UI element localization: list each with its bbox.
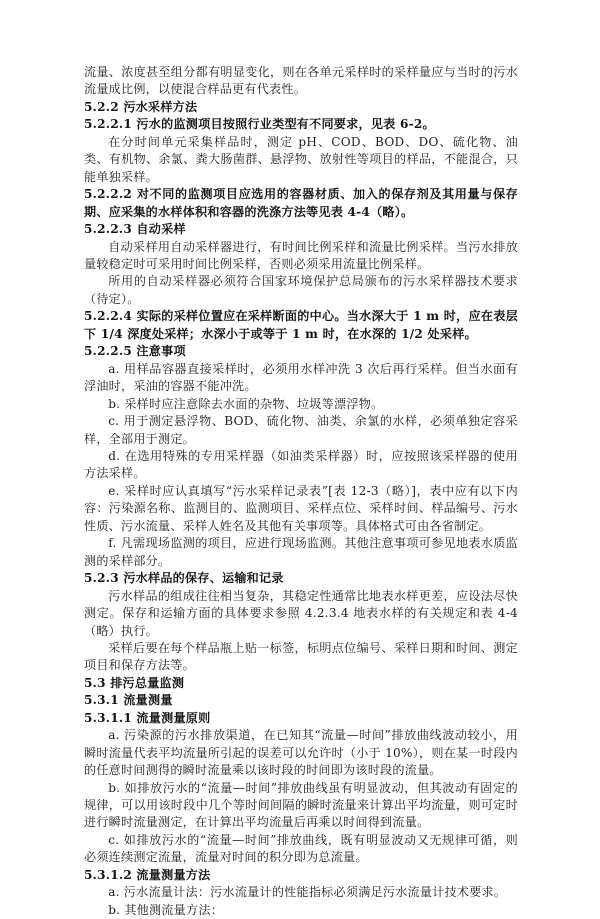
heading-5-2-2: 5.2.2 污水采样方法 [84,99,198,114]
document-text-body [84,64,518,919]
list-item-f-onsite-monitoring: f. 凡需现场监测的项目，应进行现场监测。其他注意事项可参见地表水质监测的采样部分。 [84,536,518,568]
list-item-a-flowmeter-method: a. 污水流量计法：污水流量计的性能指标必须满足污水流量计技术要求。 [108,885,507,900]
heading-5-2-3: 5.2.3 污水样品的保存、运输和记录 [84,571,284,586]
list-item-e-record-form: e. 采样时应认真填写“污水采样记录表”[表 12-3（略）]，表中应有以下内容：污染源名称、监测目的、监测项目、采样点位、采样时间、样品编号、污水性质、污水流量、采样人姓名及其他有关事项等。具体格式可由各省制定。 [84,483,518,533]
list-item-b-other-methods: b. 其他测流量方法： [108,902,224,917]
heading-5-2-2-3: 5.2.2.3 自动采样 [84,222,186,237]
list-item-b-regular-fluctuation: b. 如排放污水的“流量—时间”排放曲线虽有明显波动，但其波动有固定的规律，可以用该时段中几个等时间间隔的瞬时流量来计算出平均流量，则可定时进行瞬时流量测定，在计算出平均流量后再乘以时间得到流量。 [84,780,518,830]
heading-5-3: 5.3 排污总量监测 [84,675,185,690]
paragraph-time-unit-sampling: 在分时间单元采集样品时，测定 pH、COD、BOD、DO、硫化物、油类、有机物、余氯、粪大肠菌群、悬浮物、放射性等项目的样品，不能混合，只能单独采样。 [84,134,518,184]
list-item-a-container-rinse: a. 用样品容器直接采样时，必须用水样冲洗 3 次后再行采样。但当水面有浮油时，采油的容器不能冲洗。 [84,361,518,394]
heading-5-2-2-1: 5.2.2.1 污水的监测项目按照行业类型有不同要求，见表 6-2。 [84,117,435,132]
paragraph-auto-sampler-usage: 自动采样用自动采样器进行，有时间比例采样和流量比例采样。当污水排放量较稳定时可采用时间比例采样，否则必须采用流量比例采样。 [84,239,518,271]
heading-5-3-1: 5.3.1 流量测量 [84,693,173,708]
list-item-c-irregular-fluctuation: c. 如排放污水的“流量—时间”排放曲线，既有明显波动又无规律可循，则必须连续测定流量，流量对时间的积分即为总流量。 [84,832,518,865]
list-item-b-remove-debris: b. 采样时应注意除去水面的杂物、垃圾等漂浮物。 [108,396,384,411]
heading-5-3-1-2: 5.3.1.2 流量测量方法 [84,867,211,882]
list-item-c-separate-containers: c. 用于测定悬浮物、BOD、硫化物、油类、余氯的水样，必须单独定容采样，全部用于测定。 [84,414,518,446]
paragraph-label-bottles: 采样后要在每个样品瓶上贴一标签，标明点位编号、采样日期和时间、测定项目和保存方法等。 [84,640,518,673]
heading-5-2-2-2: 5.2.2.2 对不同的监测项目应选用的容器材质、加入的保存剂及其用量与保存期、应采集的水样体积和容器的洗涤方法等见表 4-4（略）。 [84,187,518,219]
heading-5-3-1-1: 5.3.1.1 流量测量原则 [84,710,211,725]
heading-5-2-2-5: 5.2.2.5 注意事项 [84,344,186,359]
paragraph-auto-sampler-standard: 所用的自动采样器必须符合国家环境保护总局颁布的污水采样器技术要求（待定）。 [84,274,518,306]
heading-5-2-2-4: 5.2.2.4 实际的采样位置应在采样断面的中心。当水深大于 1 m 时，应在表层下 1/4 深度处采样；水深小于或等于 1 m 时，在水深的 1/2 处采样。 [84,309,518,341]
list-item-a-instant-flow: a. 污染源的污水排放渠道，在已知其“流量—时间”排放曲线波动较小，用瞬时流量代表平均流量所引起的误差可以允许时（小于 10%），则在某一时段内的任意时间测得的瞬时流量乘以该时段的时间即为该时段的流量。 [84,728,518,778]
list-item-d-special-sampler: d. 在选用特殊的专用采样器（如油类采样器）时，应按照该采样器的使用方法采样。 [84,448,518,481]
paragraph-intro-continuation: 流量、浓度甚至组分都有明显变化，则在各单元采样时的采样量应与当时的污水流量成比例，以使混合样品更有代表性。 [84,65,518,97]
paragraph-sample-stability: 污水样品的组成往往相当复杂，其稳定性通常比地表水样更差，应设法尽快测定。保存和运输方面的具体要求参照 4.2.3.4 地表水样的有关规定和表 4-4（略）执行。 [84,588,518,638]
